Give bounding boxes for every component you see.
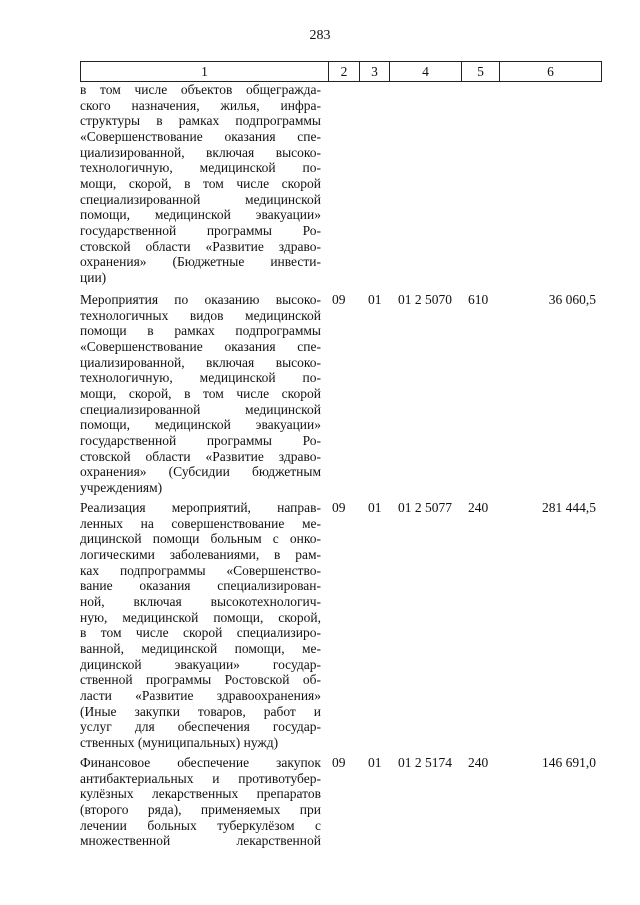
- row-description-line: дицинской помощи больным с онко-: [80, 531, 321, 547]
- expense-type-code: 610: [468, 292, 489, 307]
- row-description-line: (Иные закупки товаров, работ и: [80, 703, 321, 719]
- amount-value: 146 691,0: [542, 755, 596, 770]
- row-description-line: лечении больных туберкулёзом с: [80, 817, 321, 833]
- amount-value: 281 444,5: [542, 500, 596, 515]
- row-description-line: «Совершенствование оказания спе-: [80, 338, 321, 354]
- row-description-line: вание оказания специализирован-: [80, 578, 321, 594]
- row-description: [80, 500, 321, 751]
- target-article-code: 01 2 5174: [398, 755, 452, 770]
- row-description-line: ванной, медицинской помощи, ме-: [80, 640, 321, 656]
- row-description-line: ского назначения, жилья, инфра-: [80, 97, 321, 113]
- row-description-line: мощи, скорой, в том числе скорой: [80, 385, 321, 401]
- row-description-line: ках подпрограммы «Совершенство-: [80, 562, 321, 578]
- row-description-line: государственной программы Ро-: [80, 222, 321, 238]
- row-description-line: технологичную, медицинской по-: [80, 160, 321, 176]
- page-number: 283: [309, 28, 331, 43]
- row-description-line: мощи, скорой, в том числе скорой: [80, 175, 321, 191]
- row-description-line: технологичных видов медицинской: [80, 307, 321, 323]
- header-col-4: 4: [389, 62, 461, 81]
- row-description-line: ную, медицинской помощи, скорой,: [80, 609, 321, 625]
- row-description-line: кулёзных лекарственных препаратов: [80, 786, 321, 802]
- row-description-line: помощи в рамках подпрограммы: [80, 323, 321, 339]
- header-col-3: 3: [359, 62, 389, 81]
- row-description-line: в том числе объектов общегражда-: [80, 82, 321, 97]
- row-description-line: ной, включая высокотехнологич-: [80, 593, 321, 609]
- row-description-line: учреждениям): [80, 479, 163, 495]
- row-description-line: ласти «Развитие здравоохранения»: [80, 687, 321, 703]
- section-code: 09: [332, 755, 346, 770]
- row-description-line: структуры в рамках подпрограммы: [80, 113, 321, 129]
- expense-type-code: 240: [468, 755, 489, 770]
- row-description-line: «Совершенствование оказания спе-: [80, 128, 321, 144]
- row-description-line: дицинской эвакуации» государ-: [80, 656, 321, 672]
- header-col-5: 5: [461, 62, 499, 81]
- row-description-line: стовской области «Развитие здраво-: [80, 238, 321, 254]
- subsection-code: 01: [368, 292, 382, 307]
- row-description-line: специализированной медицинской: [80, 401, 321, 417]
- row-description: [80, 755, 321, 849]
- row-description-line: стовской области «Развитие здраво-: [80, 448, 321, 464]
- row-description: [80, 292, 321, 496]
- row-description-line: (второго ряда), применяемых при: [80, 801, 321, 817]
- row-description-line: государственной программы Ро-: [80, 432, 321, 448]
- row-description-line: Реализация мероприятий, направ-: [80, 500, 321, 515]
- row-description-line: множественной лекарственной: [80, 833, 321, 849]
- expense-type-code: 240: [468, 500, 489, 515]
- header-col-2: 2: [328, 62, 359, 81]
- row-description-line: помощи, медицинской эвакуации»: [80, 417, 321, 433]
- row-description-line: логическими заболеваниями, в рам-: [80, 546, 321, 562]
- row-description-line: технологичную, медицинской по-: [80, 370, 321, 386]
- row-description-line: ственных (муниципальных) нужд): [80, 734, 279, 750]
- row-description-line: ленных на совершенствование ме-: [80, 515, 321, 531]
- table-header: [80, 61, 602, 82]
- subsection-code: 01: [368, 500, 382, 515]
- amount-value: 36 060,5: [548, 292, 596, 307]
- row-description-line: в том числе скорой специализиро-: [80, 625, 321, 641]
- row-description: [80, 82, 321, 286]
- section-code: 09: [332, 292, 346, 307]
- target-article-code: 01 2 5077: [398, 500, 452, 515]
- row-description-line: охранения» (Бюджетные инвести-: [80, 254, 321, 270]
- header-col-1: 1: [201, 64, 208, 79]
- row-description-line: охранения» (Субсидии бюджетным: [80, 464, 321, 480]
- row-description-line: услуг для обеспечения государ-: [80, 719, 321, 735]
- row-description-line: специализированной медицинской: [80, 191, 321, 207]
- row-description-line: Финансовое обеспечение закупок: [80, 755, 321, 770]
- row-description-line: циализированной, включая высоко-: [80, 144, 321, 160]
- row-description-line: помощи, медицинской эвакуации»: [80, 207, 321, 223]
- row-description-line: ции): [80, 269, 107, 285]
- row-description-line: ственной программы Ростовской об-: [80, 672, 321, 688]
- target-article-code: 01 2 5070: [398, 292, 452, 307]
- row-description-line: антибактериальных и противотубер-: [80, 770, 321, 786]
- row-description-line: циализированной, включая высоко-: [80, 354, 321, 370]
- row-description-line: Мероприятия по оказанию высоко-: [80, 292, 321, 307]
- subsection-code: 01: [368, 755, 382, 770]
- header-col-6: 6: [499, 62, 601, 81]
- section-code: 09: [332, 500, 346, 515]
